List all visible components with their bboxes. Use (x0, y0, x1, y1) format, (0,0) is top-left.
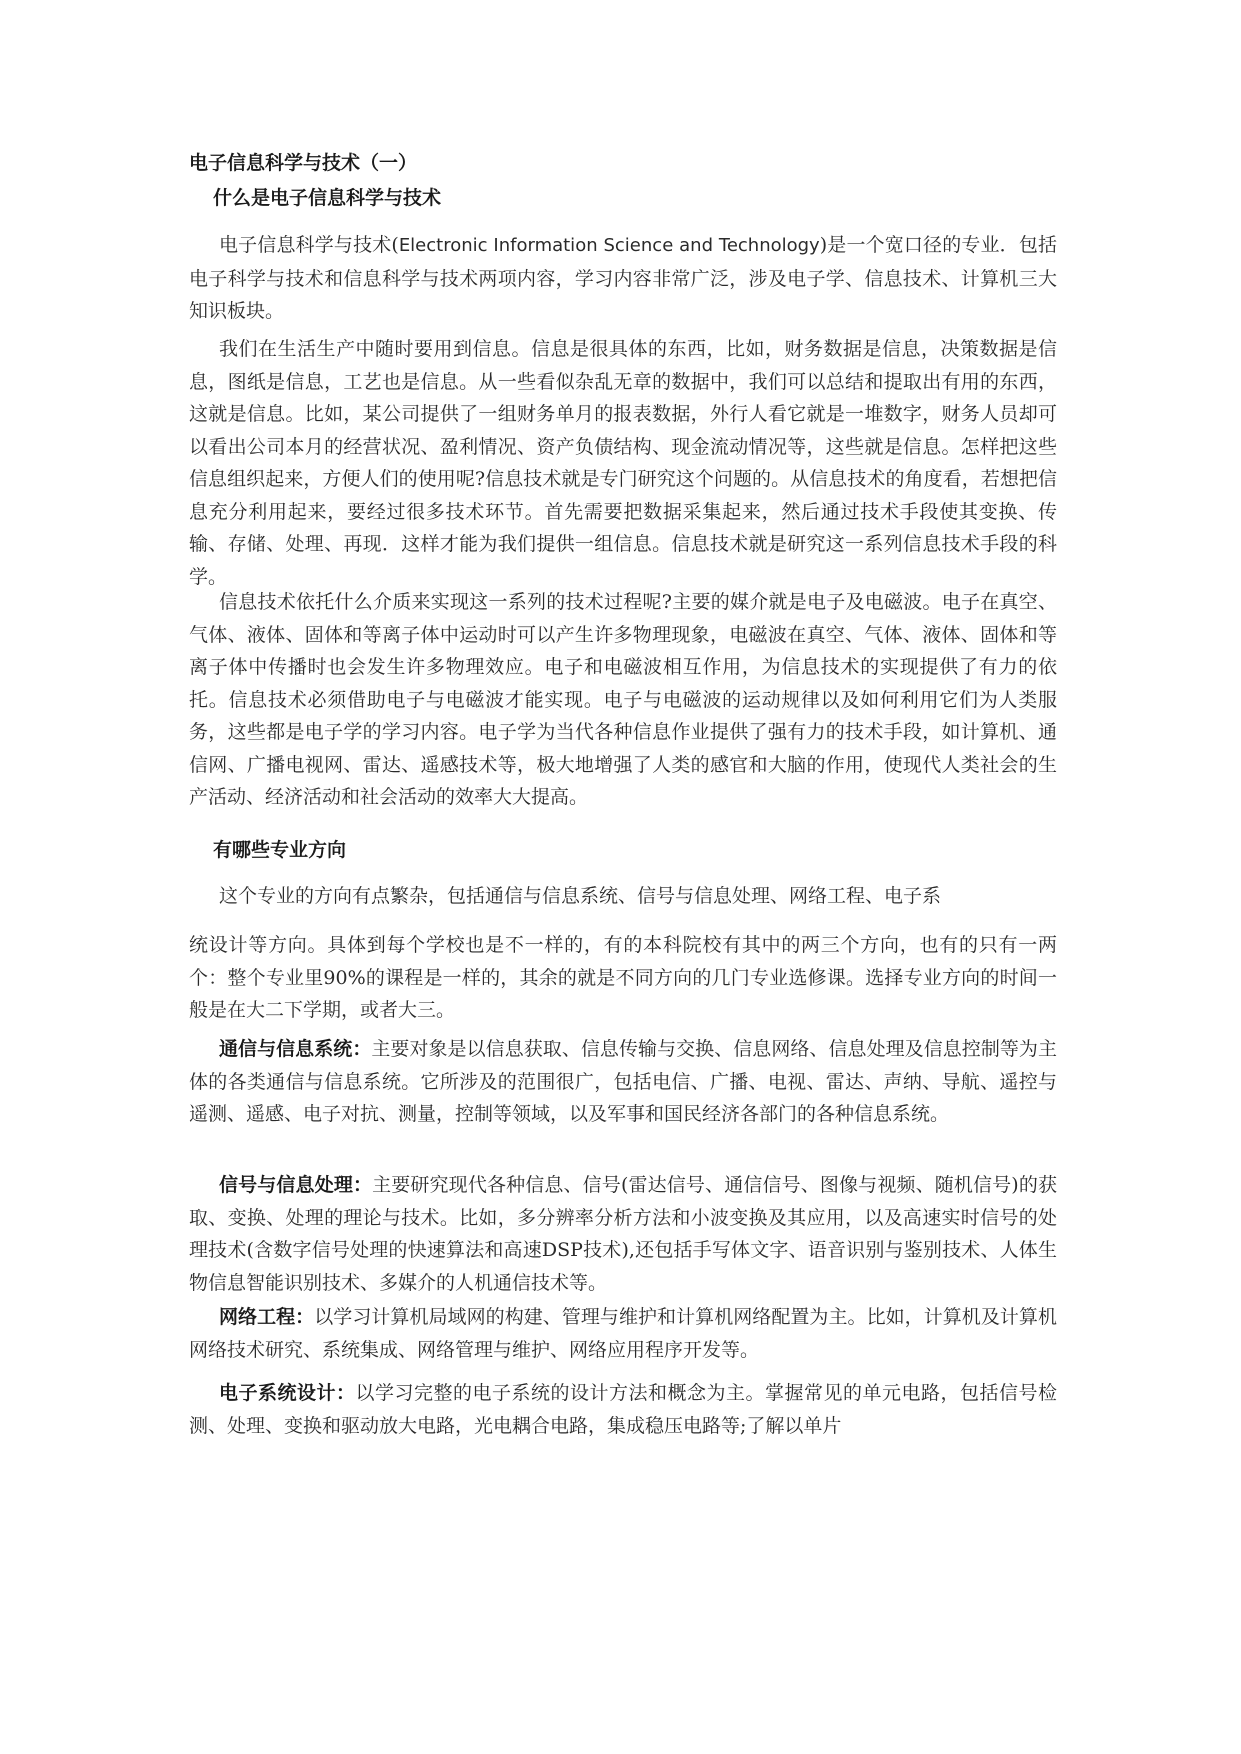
document-title: 电子信息科学与技术（一） (189, 152, 418, 174)
paragraph-intro-pre: 电子信息科学与技术( (219, 234, 399, 256)
paragraph-intro (189, 229, 1057, 328)
body-communication-systems: 主要对象是以信息获取、信息传输与交换、信息网络、信息处理及信息控制等为主体的各类通信与信息系统。它所涉及的范围很广，包括电信、广播、电视、雷达、声纳、导航、遥控与遥测、遥感、电子对抗、测量，控制等领域，以及军事和国民经济各部门的各种信息系统。 (189, 1038, 1057, 1125)
paragraph-directions-cont: 统设计等方向。具体到每个学校也是不一样的，有的本科院校有其中的两三个方向，也有的只有一两个：整个专业里90%的课程是一样的，其余的就是不同方向的几门专业选修课。选择专业方向的时间一般是在大二下学期，或者大三。 (189, 934, 1057, 1021)
paragraph-intro-english-name: Electronic Information Science and Technology (398, 235, 820, 256)
lead-signal-processing: 信号与信息处理： (219, 1174, 373, 1196)
paragraph-directions-line1: 这个专业的方向有点繁杂，包括通信与信息系统、信号与信息处理、网络工程、电子系 (219, 885, 942, 907)
paragraph-communication-systems (189, 1033, 1057, 1131)
paragraph-electronics: 信息技术依托什么介质来实现这一系列的技术过程呢?主要的媒介就是电子及电磁波。电子在真空、气体、液体、固体和等离子体中运动时可以产生许多物理现象，电磁波在真空、气体、液体、固体和等离子体中传播时也会发生许多物理效应。电子和电磁波相互作用，为信息技术的实现提供了有力的依托。信息技术必须借助电子与电磁波才能实现。电子与电磁波的运动规律以及如何利用它们为人类服务，这些都是电子学的学习内容。电子学为当代各种信息作业提供了强有力的技术手段，如计算机、通信网、广播电视网、雷达、遥感技术等，极大地增强了人类的感官和大脑的作用，使现代人类社会的生产活动、经济活动和社会活动的效率大大提高。 (189, 591, 1057, 808)
lead-network-engineering: 网络工程： (219, 1306, 315, 1328)
body-signal-processing: 主要研究现代各种信息、信号(雷达信号、通信信号、图像与视频、随机信号)的获取、变换、处理的理论与技术。比如，多分辨率分析方法和小波变换及其应用，以及高速实时信号的处理技术(含数字信号处理的快速算法和高速DSP技术),还包括手写体文字、语音识别与鉴别技术、人体生物信息智能识别技术、多媒介的人机通信技术等。 (189, 1174, 1057, 1294)
section-heading-what-is: 什么是电子信息科学与技术 (213, 187, 442, 209)
paragraph-network-engineering (189, 1301, 1057, 1366)
paragraph-information: 我们在生活生产中随时要用到信息。信息是很具体的东西，比如，财务数据是信息，决策数据是信息，图纸是信息，工艺也是信息。从一些看似杂乱无章的数据中，我们可以总结和提取出有用的东西，这就是信息。比如，某公司提供了一组财务单月的报表数据，外行人看它就是一堆数字，财务人员却可以看出公司本月的经营状况、盈利情况、资产负债结构、现金流动情况等，这些就是信息。怎样把这些信息组织起来，方便人们的使用呢?信息技术就是专门研究这个问题的。从信息技术的角度看，若想把信息充分利用起来，要经过很多技术环节。首先需要把数据采集起来，然后通过技术手段使其变换、传输、存储、处理、再现．这样才能为我们提供一组信息。信息技术就是研究这一系列信息技术手段的科学。 (189, 338, 1057, 588)
lead-communication-systems: 通信与信息系统： (219, 1038, 372, 1060)
body-network-engineering: 以学习计算机局域网的构建、管理与维护和计算机网络配置为主。比如，计算机及计算机网络技术研究、系统集成、网络管理与维护、网络应用程序开发等。 (189, 1306, 1057, 1361)
paragraph-intro-post: )是一个宽口径的专业．包括电子科学与技术和信息科学与技术两项内容，学习内容非常广泛，涉及电子学、信息技术、计算机三大知识板块。 (189, 234, 1057, 322)
lead-electronic-system-design: 电子系统设计： (219, 1382, 356, 1404)
paragraph-signal-processing (189, 1169, 1057, 1299)
body-electronic-system-design: 以学习完整的电子系统的设计方法和概念为主。掌握常见的单元电路，包括信号检测、处理、变换和驱动放大电路，光电耦合电路，集成稳压电路等;了解以单片 (189, 1382, 1057, 1437)
paragraph-electronic-system-design (189, 1377, 1057, 1442)
section-heading-directions: 有哪些专业方向 (213, 839, 347, 861)
